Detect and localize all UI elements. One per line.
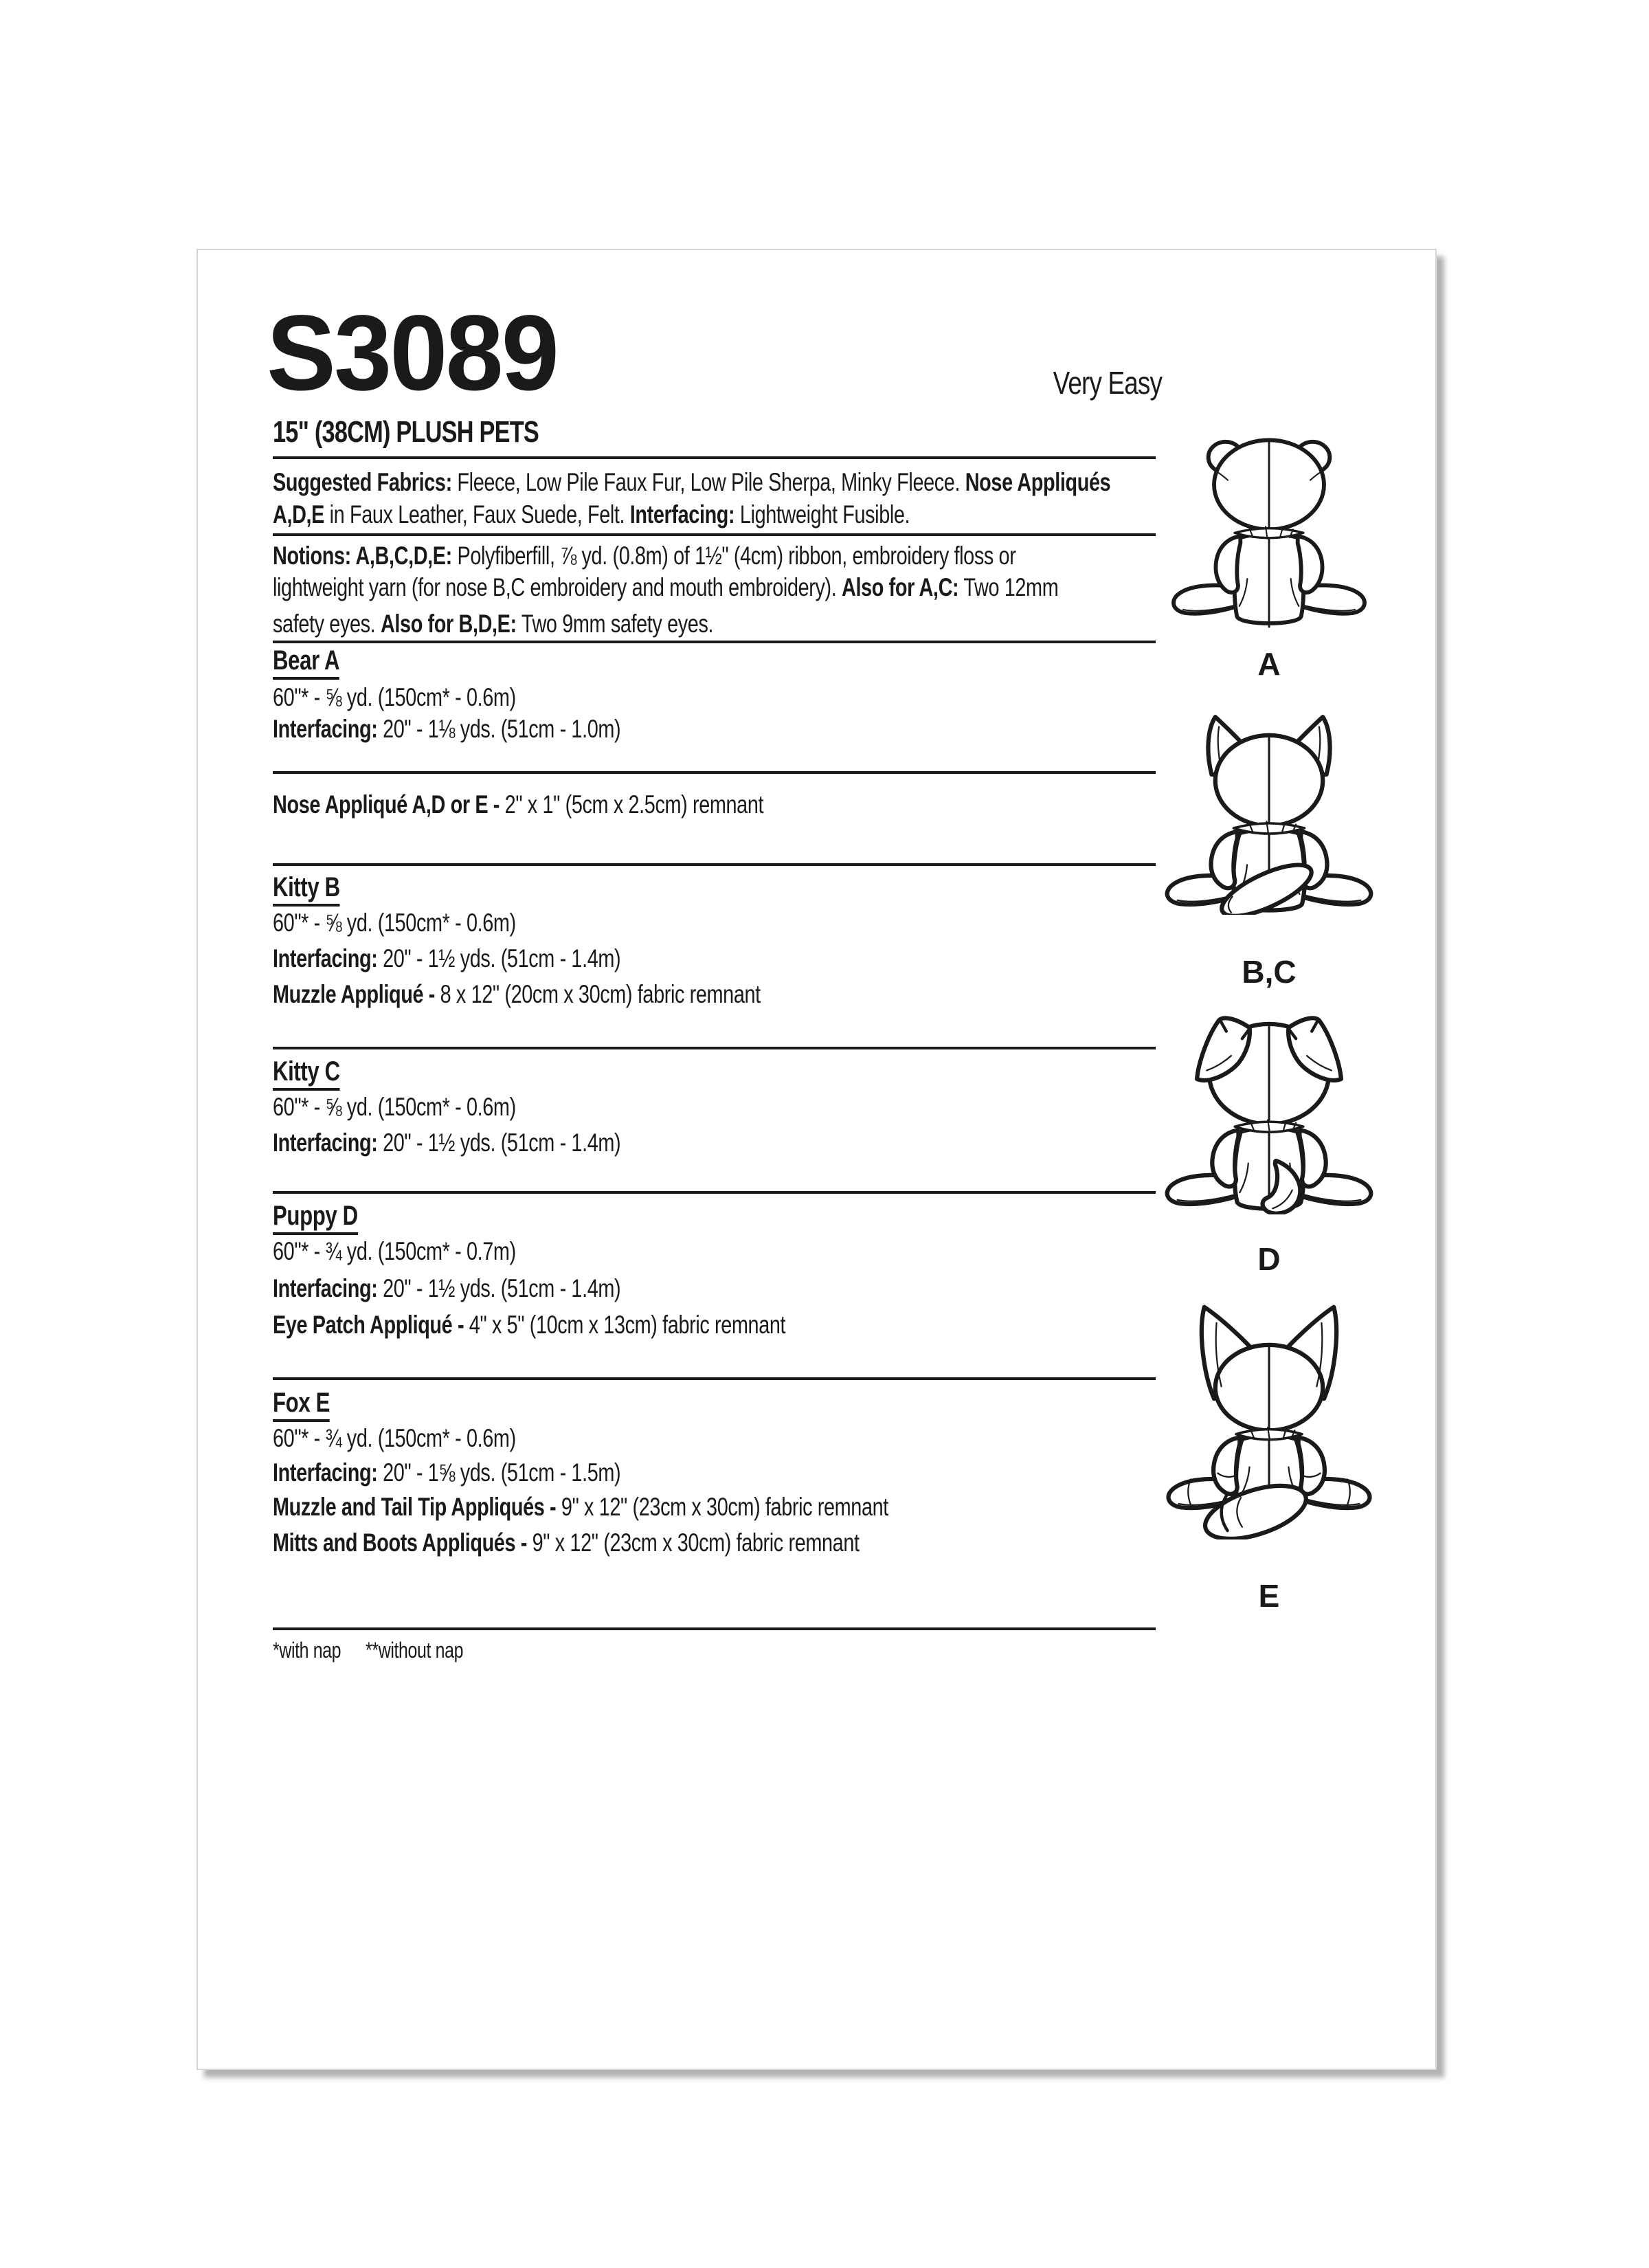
nap-footnote: *with nap **without nap <box>273 1638 464 1663</box>
divider-rule <box>273 1377 1156 1380</box>
section-title-kitty-b: Kitty B <box>273 871 359 903</box>
fabrics-line-1: Suggested Fabrics: Fleece, Low Pile Faux Fur, Low Pile Sherpa, Minky Fleece. Nose Appliqués <box>273 468 1111 496</box>
puppy-line-drawing <box>1159 1007 1379 1214</box>
fox-e-applique-1: Muzzle and Tail Tip Appliqués - 9" x 12" (23cm x 30cm) fabric remnant <box>273 1493 888 1521</box>
fox-line-drawing <box>1159 1295 1379 1539</box>
section-title-fox-e: Fox E <box>273 1387 346 1419</box>
view-label-bc: B,C <box>1242 954 1297 990</box>
nose-applique-line: Nose Appliqué A,D or E - 2" x 1" (5cm x 2.5cm) remnant <box>273 790 764 819</box>
kitty-c-interfacing: Interfacing: 20" - 1½ yds. (51cm - 1.4m) <box>273 1129 621 1157</box>
notions-line-2: lightweight yarn (for nose B,C embroidery and mouth embroidery). Also for A,C: Two 12mm <box>273 573 1059 601</box>
kitty-b-applique: Muzzle Appliqué - 8 x 12" (20cm x 30cm) fabric remnant <box>273 980 761 1008</box>
fox-e-interfacing: Interfacing: 20" - 1⅝ yds. (51cm - 1.5m) <box>273 1458 621 1487</box>
pattern-number: S3089 <box>267 293 558 413</box>
fox-e-yardage: 60"* - ¾ yd. (150cm* - 0.6m) <box>273 1424 516 1452</box>
divider-rule <box>273 1627 1156 1630</box>
view-label-a: A <box>1257 646 1281 682</box>
kitty-c-yardage: 60"* - ⅝ yd. (150cm* - 0.6m) <box>273 1093 516 1121</box>
bear-a-yardage: 60"* - ⅝ yd. (150cm* - 0.6m) <box>273 683 516 711</box>
divider-rule <box>273 456 1156 459</box>
section-title-kitty-c: Kitty C <box>273 1056 359 1087</box>
divider-rule <box>273 863 1156 866</box>
document-heading: 15" (38CM) PLUSH PETS <box>273 415 539 449</box>
puppy-d-interfacing: Interfacing: 20" - 1½ yds. (51cm - 1.4m) <box>273 1274 621 1302</box>
divider-rule <box>273 1047 1156 1049</box>
section-title-bear-a: Bear A <box>273 645 358 676</box>
kitty-b-interfacing: Interfacing: 20" - 1½ yds. (51cm - 1.4m) <box>273 944 621 972</box>
bear-a-interfacing: Interfacing: 20" - 1⅛ yds. (51cm - 1.0m) <box>273 715 621 743</box>
notions-line-1: Notions: A,B,C,D,E: Polyfiberfill, ⅞ yd. (0.8m) of 1½" (4cm) ribbon, embroidery floss or <box>273 542 1016 570</box>
fabrics-line-2: A,D,E in Faux Leather, Faux Suede, Felt. Interfacing: Lightweight Fusible. <box>273 500 910 529</box>
view-label-e: E <box>1258 1578 1280 1614</box>
puppy-d-applique: Eye Patch Appliqué - 4" x 5" (10cm x 13cm) fabric remnant <box>273 1311 786 1339</box>
kitty-b-yardage: 60"* - ⅝ yd. (150cm* - 0.6m) <box>273 909 516 937</box>
kitty-line-drawing <box>1159 707 1379 915</box>
view-label-d: D <box>1257 1241 1281 1277</box>
puppy-d-yardage: 60"* - ¾ yd. (150cm* - 0.7m) <box>273 1237 516 1265</box>
notions-line-3: safety eyes. Also for B,D,E: Two 9mm safety eyes. <box>273 610 714 638</box>
envelope-back-page <box>197 249 1437 2070</box>
fox-e-applique-2: Mitts and Boots Appliqués - 9" x 12" (23cm x 30cm) fabric remnant <box>273 1528 860 1557</box>
bear-line-drawing <box>1166 434 1372 629</box>
divider-rule <box>273 771 1156 774</box>
divider-rule <box>273 533 1156 536</box>
divider-rule <box>273 1191 1156 1194</box>
divider-rule <box>273 641 1156 643</box>
section-title-puppy-d: Puppy D <box>273 1200 382 1232</box>
difficulty-rating: Very Easy <box>1053 365 1162 401</box>
